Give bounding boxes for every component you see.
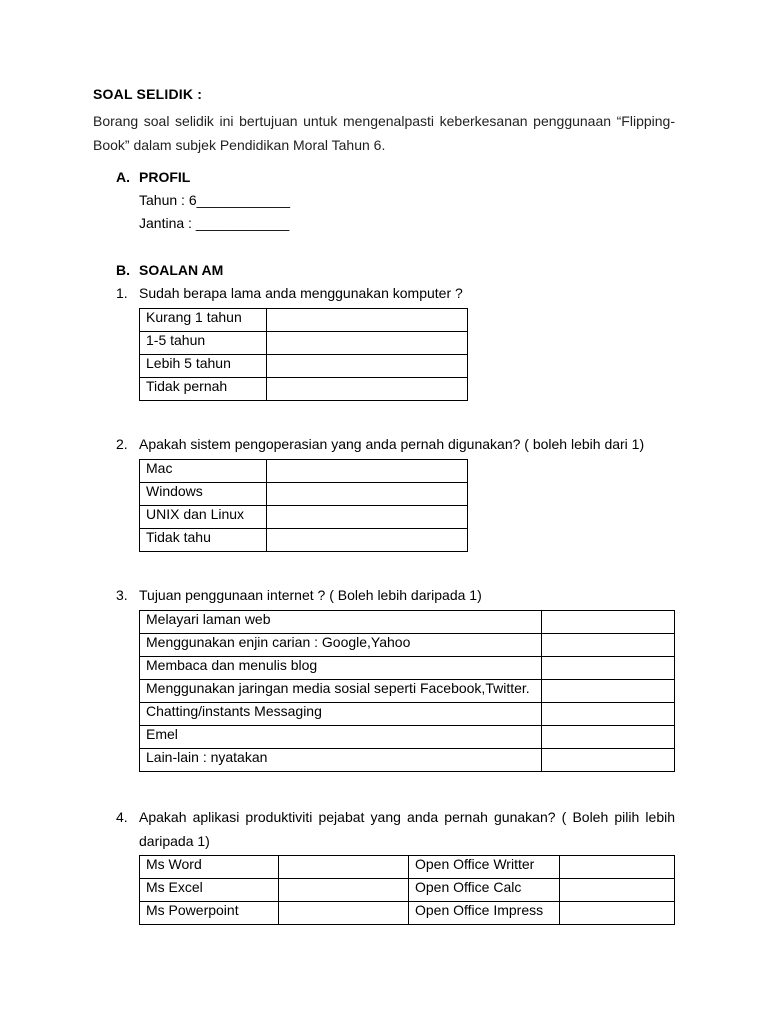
answer-cell[interactable] — [560, 856, 675, 879]
question-3 — [116, 583, 675, 607]
table-row — [140, 726, 675, 749]
table-row — [140, 749, 675, 772]
answer-cell[interactable] — [267, 332, 468, 355]
option-label: Windows — [140, 483, 267, 506]
option-label: Emel — [140, 726, 542, 749]
table-row — [140, 332, 468, 355]
answer-cell[interactable] — [279, 856, 409, 879]
option-label: Menggunakan enjin carian : Google,Yahoo — [140, 634, 542, 657]
answer-cell[interactable] — [542, 680, 675, 703]
section-b-title: SOALAN AM — [139, 262, 224, 278]
field-tahun[interactable]: Tahun : 6____________ — [139, 192, 291, 208]
answer-cell[interactable] — [542, 634, 675, 657]
answer-cell[interactable] — [267, 529, 468, 552]
section-b-heading — [116, 262, 223, 278]
table-row — [140, 879, 675, 902]
option-label: Ms Excel — [140, 879, 279, 902]
option-label: Membaca dan menulis blog — [140, 657, 542, 680]
option-label: Tidak tahu — [140, 529, 267, 552]
question-3-number: 3. — [116, 587, 128, 603]
question-2 — [116, 432, 675, 456]
table-row — [140, 378, 468, 401]
question-2-options — [139, 459, 468, 552]
answer-cell[interactable] — [267, 309, 468, 332]
option-label: Lain-lain : nyatakan — [140, 749, 542, 772]
section-a-letter: A. — [116, 169, 130, 185]
option-label: Menggunakan jaringan media sosial seperti Facebook,Twitter. — [140, 680, 542, 703]
option-label: 1-5 tahun — [140, 332, 267, 355]
option-label: Chatting/instants Messaging — [140, 703, 542, 726]
question-3-options — [139, 610, 675, 772]
option-label: Ms Word — [140, 856, 279, 879]
question-1-options — [139, 308, 468, 401]
table-row — [140, 483, 468, 506]
question-1-number: 1. — [116, 285, 128, 301]
question-3-text: Tujuan penggunaan internet ? ( Boleh lebih daripada 1) — [139, 587, 482, 603]
answer-cell[interactable] — [279, 879, 409, 902]
table-row — [140, 634, 675, 657]
option-label: Open Office Writter — [409, 856, 560, 879]
question-4-options — [139, 855, 675, 925]
table-row — [140, 657, 675, 680]
answer-cell[interactable] — [267, 378, 468, 401]
option-label: Lebih 5 tahun — [140, 355, 267, 378]
table-row — [140, 703, 675, 726]
option-label: UNIX dan Linux — [140, 506, 267, 529]
option-label: Open Office Impress — [409, 902, 560, 925]
answer-cell[interactable] — [267, 460, 468, 483]
option-label: Melayari laman web — [140, 611, 542, 634]
field-jantina[interactable]: Jantina : ____________ — [139, 215, 290, 231]
section-a-title: PROFIL — [139, 169, 191, 185]
answer-cell[interactable] — [267, 355, 468, 378]
answer-cell[interactable] — [267, 483, 468, 506]
table-row — [140, 529, 468, 552]
table-row — [140, 309, 468, 332]
answer-cell[interactable] — [279, 902, 409, 925]
section-a-heading — [116, 169, 190, 185]
table-row — [140, 680, 675, 703]
option-label: Ms Powerpoint — [140, 902, 279, 925]
question-1 — [116, 281, 675, 305]
answer-cell[interactable] — [542, 611, 675, 634]
table-row — [140, 611, 675, 634]
section-b-letter: B. — [116, 262, 130, 278]
question-4-number: 4. — [116, 809, 128, 825]
option-label: Mac — [140, 460, 267, 483]
question-1-text: Sudah berapa lama anda menggunakan komputer ? — [139, 285, 463, 301]
option-label: Open Office Calc — [409, 879, 560, 902]
question-2-text: Apakah sistem pengoperasian yang anda pernah digunakan? ( boleh lebih dari 1) — [139, 436, 645, 452]
answer-cell[interactable] — [267, 506, 468, 529]
answer-cell[interactable] — [542, 657, 675, 680]
option-label: Kurang 1 tahun — [140, 309, 267, 332]
answer-cell[interactable] — [542, 726, 675, 749]
option-label: Tidak pernah — [140, 378, 267, 401]
question-2-number: 2. — [116, 436, 128, 452]
table-row — [140, 355, 468, 378]
intro-paragraph: Borang soal selidik ini bertujuan untuk mengenalpasti keberkesanan penggunaan “Flipping-Book” dalam subjek Pendidikan Moral Tahun 6. — [93, 113, 675, 153]
document-title: SOAL SELIDIK : — [93, 86, 203, 102]
answer-cell[interactable] — [560, 902, 675, 925]
answer-cell[interactable] — [542, 703, 675, 726]
question-4-text: Apakah aplikasi produktiviti pejabat yang anda pernah gunakan? ( Boleh pilih lebih daripada 1) — [139, 809, 675, 849]
table-row — [140, 856, 675, 879]
answer-cell[interactable] — [560, 879, 675, 902]
question-4 — [116, 805, 675, 853]
table-row — [140, 506, 468, 529]
table-row — [140, 460, 468, 483]
answer-cell[interactable] — [542, 749, 675, 772]
table-row — [140, 902, 675, 925]
